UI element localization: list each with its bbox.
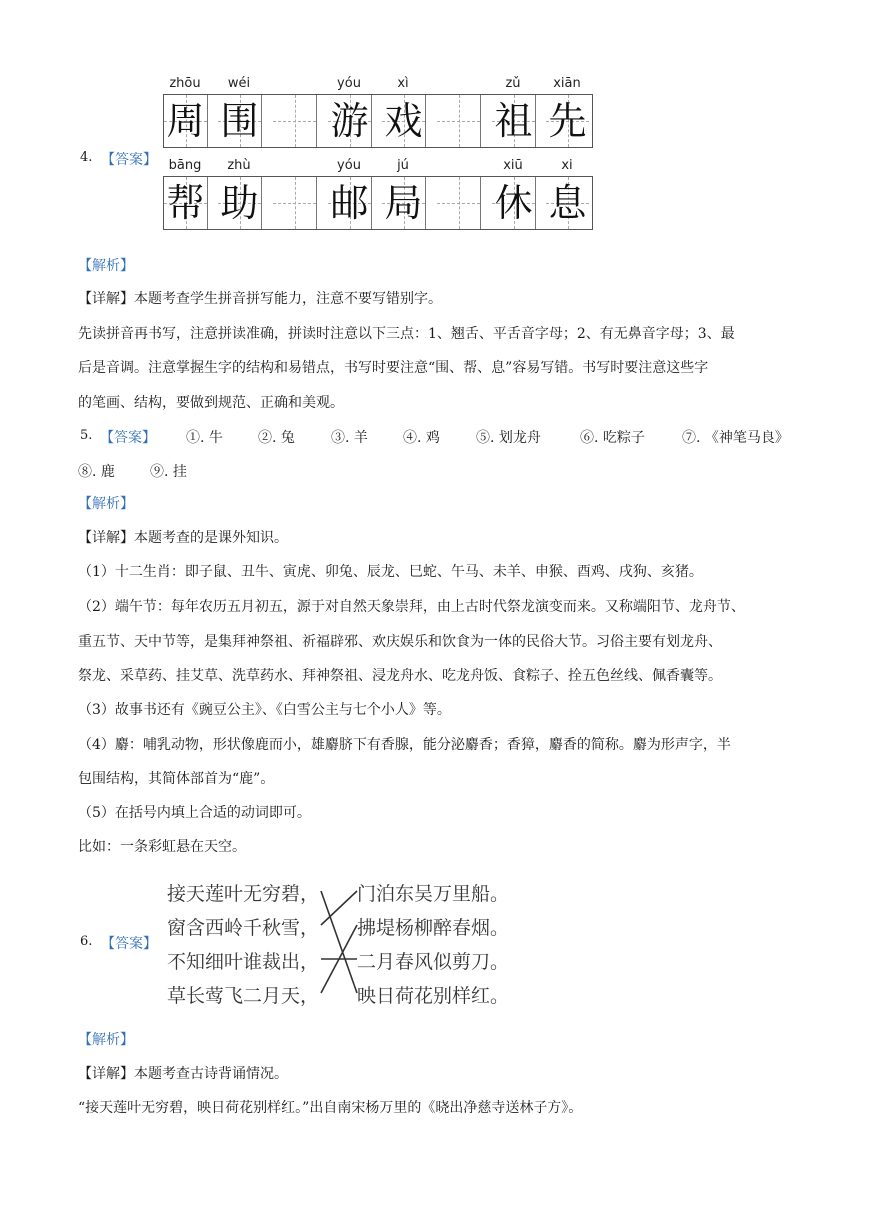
question-number: 4. (80, 150, 93, 165)
body-line: 包围结构，其简体部首为“鹿”。 (78, 771, 275, 787)
poem-left-line: 接天莲叶无穷碧， (167, 883, 320, 905)
poem-right-line: 门泊东吴万里船。 (357, 883, 510, 905)
pinyin: jú (397, 158, 409, 173)
answer-item: ⑤. 划龙舟 (476, 430, 541, 446)
matching-lines (167, 875, 527, 1010)
pinyin: xì (397, 76, 409, 91)
poem-left-line: 窗含西岭千秋雪， (167, 917, 320, 939)
detail-text: 本题考查古诗背诵情况。 (134, 1066, 288, 1082)
body-line: 后是音调。注意掌握生字的结构和易错点，书写时要注意“围、帮、息”容易写错。书写时要注意这些字 (78, 360, 709, 376)
hanzi: 帮 (166, 181, 205, 225)
pinyin: zhù (227, 158, 251, 173)
answer-item: ⑧. 鹿 (78, 464, 115, 480)
detail-line (78, 289, 442, 309)
pinyin: yóu (337, 158, 361, 173)
body-line: 重五节、天中节等，是集拜神祭祖、祈福辟邪、欢庆娱乐和饮食为一体的民俗大节。习俗主要有划龙舟、 (78, 634, 722, 650)
pinyin: xiān (553, 76, 581, 91)
detail-line (78, 528, 288, 548)
hanzi: 游 (330, 99, 369, 143)
detail-text: 本题考查的是课外知识。 (134, 530, 288, 546)
hanzi: 休 (494, 181, 533, 225)
answer-item: ③. 羊 (331, 430, 368, 446)
poem-right-line: 二月春风似剪刀。 (357, 951, 510, 973)
pinyin: xi (561, 158, 573, 173)
body-line: （4）麝：哺乳动物，形状像鹿而小，雄麝脐下有香腺，能分泌麝香；香獐，麝香的简称。麝为形声字，半 (78, 737, 731, 753)
hanzi: 息 (548, 181, 587, 225)
match-line (321, 891, 357, 993)
analysis-label: 【解析】 (78, 496, 134, 512)
body-line: （2）端午节：每年农历五月初五，源于对自然天象崇拜，由上古时代祭龙演变而来。又称端阳节、龙舟节、 (78, 599, 745, 615)
pinyin: bāng (168, 158, 202, 173)
question-number: 5. (80, 428, 93, 443)
hanzi: 邮 (330, 181, 369, 225)
question-number: 6. (80, 934, 93, 949)
answer-item: ②. 兔 (258, 430, 295, 446)
pinyin: zhōu (169, 76, 201, 91)
pinyin: xiū (503, 158, 523, 173)
writing-cells (163, 94, 593, 148)
detail-label: 【详解】 (78, 530, 134, 546)
answer-label: 【答案】 (101, 936, 157, 952)
body-line: 先读拼音再书写，注意拼读准确，拼读时注意以下三点：1、翘舌、平舌音字母；2、有无鼻音字母；3、最 (78, 326, 735, 342)
body-line: （1）十二生肖：即子鼠、丑牛、寅虎、卯兔、辰龙、巳蛇、午马、未羊、申猴、酉鸡、戌狗、亥猪。 (78, 564, 703, 580)
answer-label: 【答案】 (100, 430, 156, 446)
pinyin: zǔ (505, 76, 521, 91)
detail-text: 本题考查学生拼音拼写能力，注意不要写错别字。 (134, 291, 442, 307)
pinyin: wéi (227, 76, 251, 91)
body-line: 比如：一条彩虹悬在天空。 (78, 839, 246, 855)
poem-matching (167, 875, 527, 1010)
hanzi: 祖 (494, 99, 533, 143)
answer-item: ①. 牛 (186, 430, 223, 446)
poem-right-line: 拂堤杨柳醉春烟。 (357, 917, 510, 939)
pinyin: yóu (337, 76, 361, 91)
hanzi: 局 (384, 181, 423, 225)
detail-label: 【详解】 (78, 291, 134, 307)
poem-left-line: 不知细叶谁裁出， (167, 951, 320, 973)
answer-item: ⑨. 挂 (150, 464, 187, 480)
body-line: （3）故事书还有《豌豆公主》、《白雪公主与七个小人》等。 (78, 702, 451, 718)
body-line: （5）在括号内填上合适的动词即可。 (78, 805, 311, 821)
answer-item: ⑦. 《神笔马良》 (682, 430, 789, 446)
detail-label: 【详解】 (78, 1066, 134, 1082)
hanzi: 助 (220, 181, 259, 225)
body-line: “接天莲叶无穷碧，映日荷花别样红。”出自南宋杨万里的《晓出净慈寺送林子方》。 (78, 1100, 583, 1116)
hanzi: 周 (166, 99, 205, 143)
detail-line (78, 1064, 288, 1084)
analysis-label: 【解析】 (78, 1032, 134, 1048)
answer-label: 【答案】 (101, 152, 157, 168)
analysis-label: 【解析】 (78, 258, 134, 274)
hanzi: 围 (220, 99, 259, 143)
hanzi: 先 (548, 99, 587, 143)
poem-right-line: 映日荷花别样红。 (357, 985, 510, 1007)
hanzi: 戏 (384, 99, 423, 143)
answer-item: ⑥. 吃粽子 (580, 430, 645, 446)
answer-item: ④. 鸡 (403, 430, 440, 446)
writing-cells (163, 176, 593, 230)
body-line: 的笔画、结构，要做到规范、正确和美观。 (78, 395, 344, 411)
body-line: 祭龙、采草药、挂艾草、洗草药水、拜神祭祖、浸龙舟水、吃龙舟饭、食粽子、拴五色丝线、佩香囊等。 (78, 668, 722, 684)
poem-left-line: 草长莺飞二月天， (167, 985, 320, 1007)
